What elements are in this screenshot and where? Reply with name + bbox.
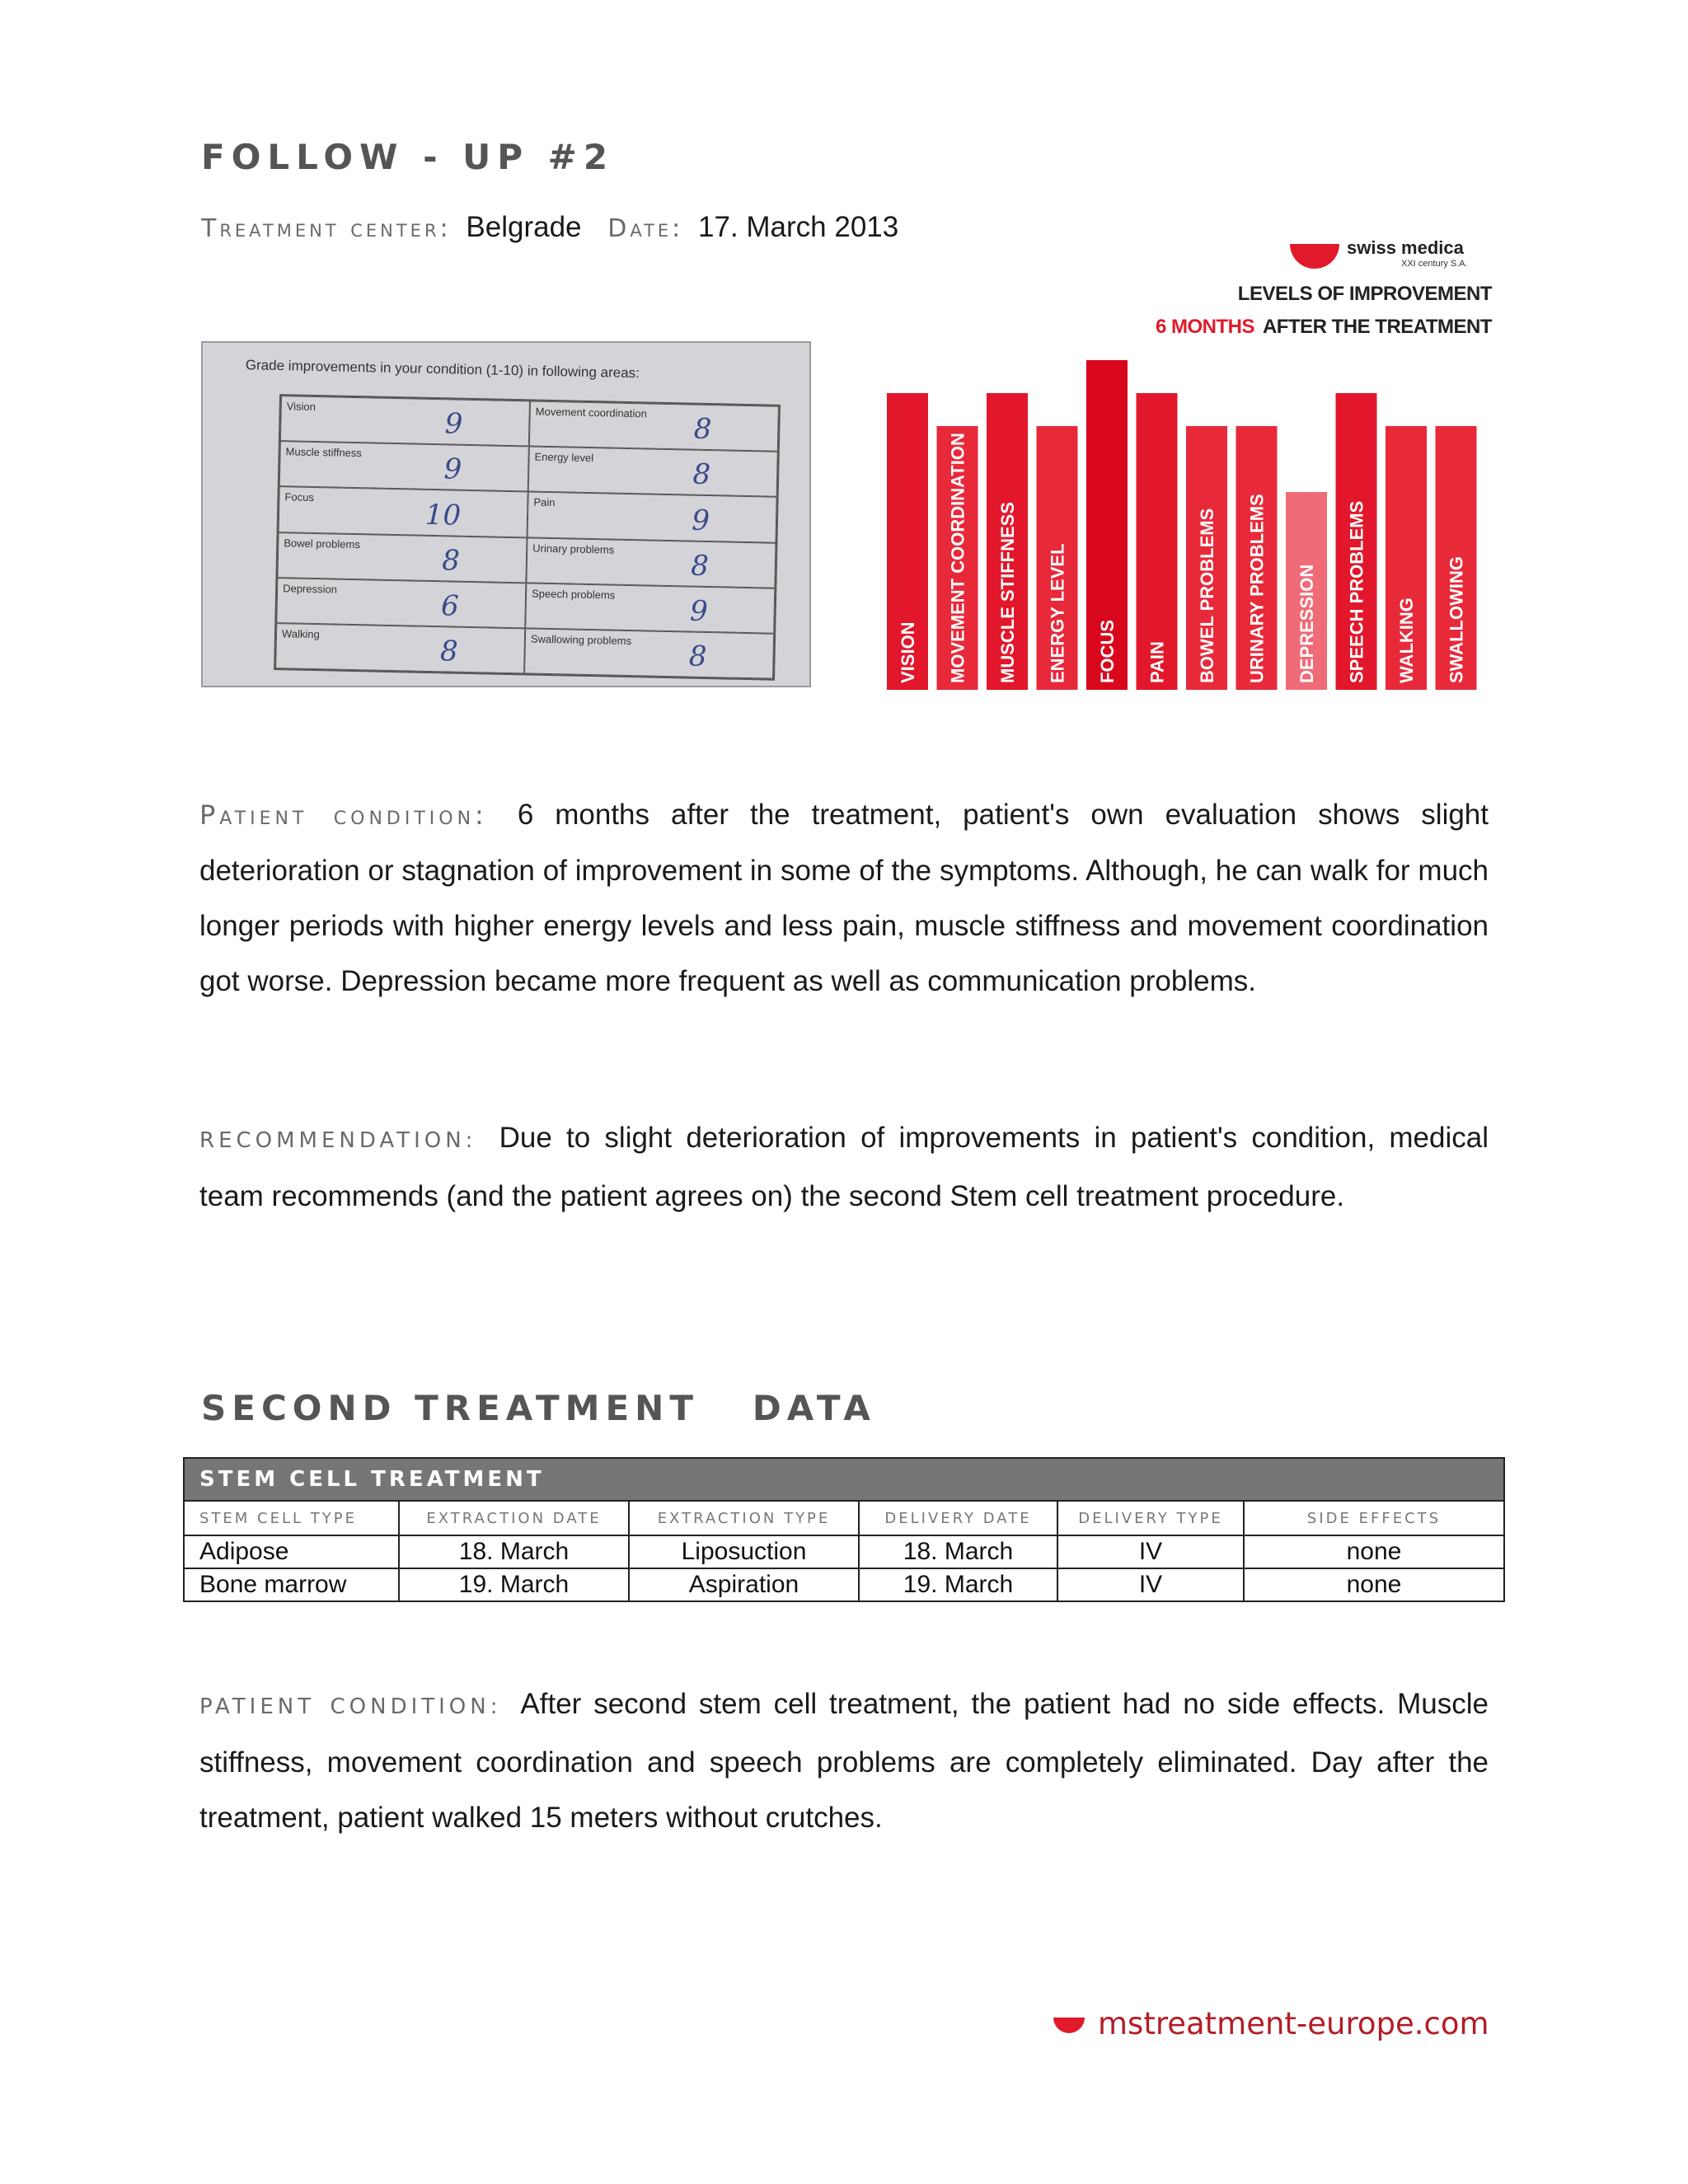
chart-bar-label: BOWEL PROBLEMS [1197,508,1217,683]
treatment-center-line [201,211,898,244]
form-cell-label: Pain [533,495,556,509]
logo-name: swiss medica [1347,237,1464,258]
form-cell-label: Urinary problems [532,541,615,556]
patient-condition-2-text: After second stem cell treatment, the patient had no side effects. Muscle stiffness, movement coordination and speech problems are completely eliminated. Day after the treatment, patient walked 15 meters without crutches. [199,1688,1489,1834]
chart-bar-label: WALKING [1396,598,1417,683]
form-sheet [232,350,790,687]
form-cell [524,628,774,678]
footer-logo-icon [1053,2018,1085,2033]
col-header: STEM CELL TYPE [184,1501,399,1535]
footer-link[interactable] [1053,2006,1489,2041]
form-cell-label: Walking [281,627,320,640]
recommendation [199,1110,1489,1224]
chart-title: LEVELS OF IMPROVEMENT [1237,283,1492,305]
bar-chart-svg [874,223,1492,701]
chart-bar-label: MOVEMENT COORDINATION [947,433,968,683]
table-row [184,1535,1504,1568]
table-cell: Adipose [184,1535,399,1568]
col-header: DELIVERY DATE [859,1501,1057,1535]
chart-bar-label: MUSCLE STIFFNESS [997,501,1018,683]
form-cell-value: 8 [439,635,459,668]
form-cell [529,401,779,451]
form-cell [276,578,526,628]
patient-condition-1 [199,787,1489,1009]
chart-bar-label: SWALLOWING [1446,556,1467,683]
form-cell [528,492,777,542]
form-cell [275,623,525,673]
date-label: Date: [607,214,684,243]
table-cell: 19. March [859,1568,1057,1601]
form-cell-label: Depression [283,581,338,596]
table-caption: STEM CELL TREATMENT [184,1458,1504,1501]
second-treatment-title: SECOND TREATMENT DATA [201,1388,876,1428]
chart-bar-label: SPEECH PROBLEMS [1346,500,1367,683]
table-cell: Aspiration [629,1568,859,1601]
form-cell-label: Vision [286,400,316,414]
form-cell [279,486,528,537]
col-header: SIDE EFFECTS [1244,1501,1504,1535]
chart-bar-label: URINARY PROBLEMS [1246,494,1268,683]
col-header: EXTRACTION TYPE [629,1501,859,1535]
chart-bar-label: PAIN [1146,641,1168,683]
form-cell-value: 10 [424,498,462,532]
followup-title: FOLLOW - UP #2 [201,137,615,177]
form-cell-value: 9 [443,452,462,487]
recommendation-label: RECOMMENDATION: [199,1128,477,1153]
logo-sub: XXI century S.A. [1401,259,1468,269]
patient-condition-label: Patient condition: [199,799,488,831]
form-cell [277,532,527,583]
chart-bar-label: DEPRESSION [1296,564,1317,683]
recommendation-text: Due to slight deterioration of improvements in patient's condition, medical team recommends (and the patient agrees on) the second Stem cell treatment procedure. [199,1122,1489,1212]
table-cell: 19. March [399,1568,629,1601]
form-cell-label: Focus [284,490,315,504]
chart-subtitle-rest: AFTER THE TREATMENT [1262,316,1492,338]
patient-condition-2-label: PATIENT CONDITION: [199,1694,502,1719]
form-cell-label: Speech problems [531,587,616,602]
table-cell: 18. March [859,1535,1057,1568]
form-cell-value: 8 [688,640,707,674]
table-cell: Bone marrow [184,1568,399,1601]
form-cell-label: Muscle stiffness [285,445,363,460]
col-header: DELIVERY TYPE [1057,1501,1244,1535]
date-value: 17. March 2013 [698,211,899,243]
form-cell-label: Bowel problems [284,536,360,551]
form-cell-value: 8 [441,543,461,578]
evaluation-form-photo [201,341,811,687]
form-cell [528,447,778,497]
table-cell: Liposuction [629,1535,859,1568]
chart-subtitle-highlight: 6 MONTHS [1155,316,1254,338]
form-cell-label: Swallowing problems [530,632,632,647]
form-cell-value: 9 [444,407,463,441]
table-cell: IV [1057,1535,1244,1568]
form-title: Grade improvements in your condition (1-10) in following areas: [245,357,640,382]
table-row [184,1568,1504,1601]
form-cell [280,396,530,446]
patient-condition-text: 6 months after the treatment, patient's own evaluation shows slight deterioration or stagnation of improvement in some of the symptoms. Although, he can walk for much longer periods with higher energy levels and less pain, muscle stiffness and movement coordination got worse. Depression became more frequent as well as communication problems. [199,799,1489,997]
treatment-table [183,1457,1505,1602]
form-cell-label: Energy level [534,450,594,465]
chart-bar-label: FOCUS [1097,620,1118,683]
form-cell-value: 8 [690,549,710,583]
improvement-chart [874,223,1492,701]
chart-bar-label: ENERGY LEVEL [1047,543,1068,683]
table-cell: IV [1057,1568,1244,1601]
table-header-row [184,1501,1504,1535]
form-cell [279,441,529,491]
form-cell-value: 6 [440,589,460,623]
form-cell-value: 8 [692,457,711,492]
col-header: EXTRACTION DATE [399,1501,629,1535]
form-cell-label: Movement coordination [535,405,648,420]
footer-url: mstreatment-europe.com [1098,2006,1489,2041]
treatment-center-value: Belgrade [466,211,582,243]
form-grid [274,394,781,681]
form-cell [526,537,776,588]
form-cell-value: 9 [691,504,710,537]
table-cell: none [1244,1568,1504,1601]
table-cell: none [1244,1535,1504,1568]
form-cell-value: 9 [689,594,709,628]
patient-condition-2 [199,1676,1489,1845]
table-cell: 18. March [399,1535,629,1568]
treatment-center-label: Treatment center: [201,214,452,243]
chart-bar-label: VISION [898,621,918,683]
form-cell [525,583,775,633]
form-cell-value: 8 [693,412,712,447]
